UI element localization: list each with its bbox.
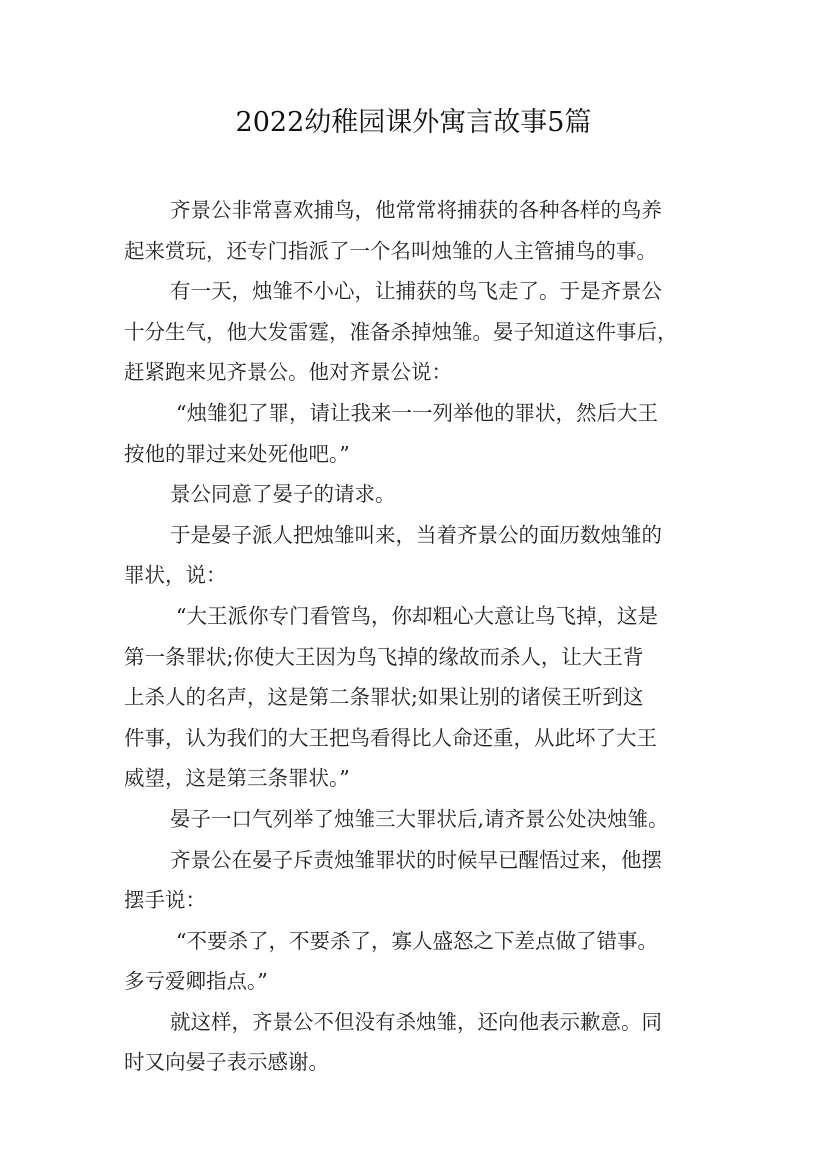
- text-line: “大王派你专门看管鸟，你却粗心大意让鸟飞掉，这是: [176, 603, 658, 628]
- text-line: 时又向晏子表示感谢。: [124, 1050, 329, 1075]
- story-body: [124, 190, 704, 1083]
- text-line: 威望，这是第三条罪状。”: [124, 766, 350, 791]
- text-line: 多亏爱卿指点。”: [124, 969, 268, 994]
- page-title: 2022幼稚园课外寓言故事5篇: [235, 107, 592, 138]
- text-line: 于是晏子派人把烛雏叫来，当着齐景公的面历数烛雏的: [170, 522, 662, 547]
- text-line: 有一天，烛雏不小心，让捕获的鸟飞走了。于是齐景公: [170, 279, 662, 304]
- text-line: 景公同意了晏子的请求。: [170, 482, 396, 507]
- text-line: “烛雏犯了罪，请让我来一一列举他的罪状，然后大王: [176, 400, 658, 425]
- text-line: 罪状，说：: [124, 563, 227, 588]
- text-line: 齐景公非常喜欢捕鸟，他常常将捕获的各种各样的鸟养: [170, 198, 662, 222]
- text-line: 十分生气，他大发雷霆，准备杀掉烛雏。晏子知道这件事后，: [124, 319, 678, 344]
- text-line: 摆手说：: [124, 888, 206, 913]
- text-line: 就这样，齐景公不但没有杀烛雏，还向他表示歉意。同: [170, 1009, 662, 1034]
- text-line: 齐景公在晏子斥责烛雏罪状的时候早已醒悟过来，他摆: [170, 847, 662, 872]
- text-line: 晏子一口气列举了烛雏三大罪状后,请齐景公处决烛雏。: [170, 806, 669, 831]
- text-line: 第一条罪状;你使大王因为鸟飞掉的缘故而杀人，让大王背: [124, 644, 644, 669]
- text-line: 件事，认为我们的大王把鸟看得比人命还重，从此坏了大王: [124, 725, 657, 750]
- text-line: 起来赏玩，还专门指派了一个名叫烛雏的人主管捕鸟的事。: [124, 238, 657, 263]
- text-line: 上杀人的名声，这是第二条罪状;如果让别的诸侯王听到这: [124, 685, 644, 710]
- text-line: 赶紧跑来见齐景公。他对齐景公说：: [124, 360, 452, 385]
- text-line: 按他的罪过来处死他吧。”: [124, 441, 350, 466]
- text-line: “不要杀了，不要杀了，寡人盛怒之下差点做了错事。: [176, 928, 658, 953]
